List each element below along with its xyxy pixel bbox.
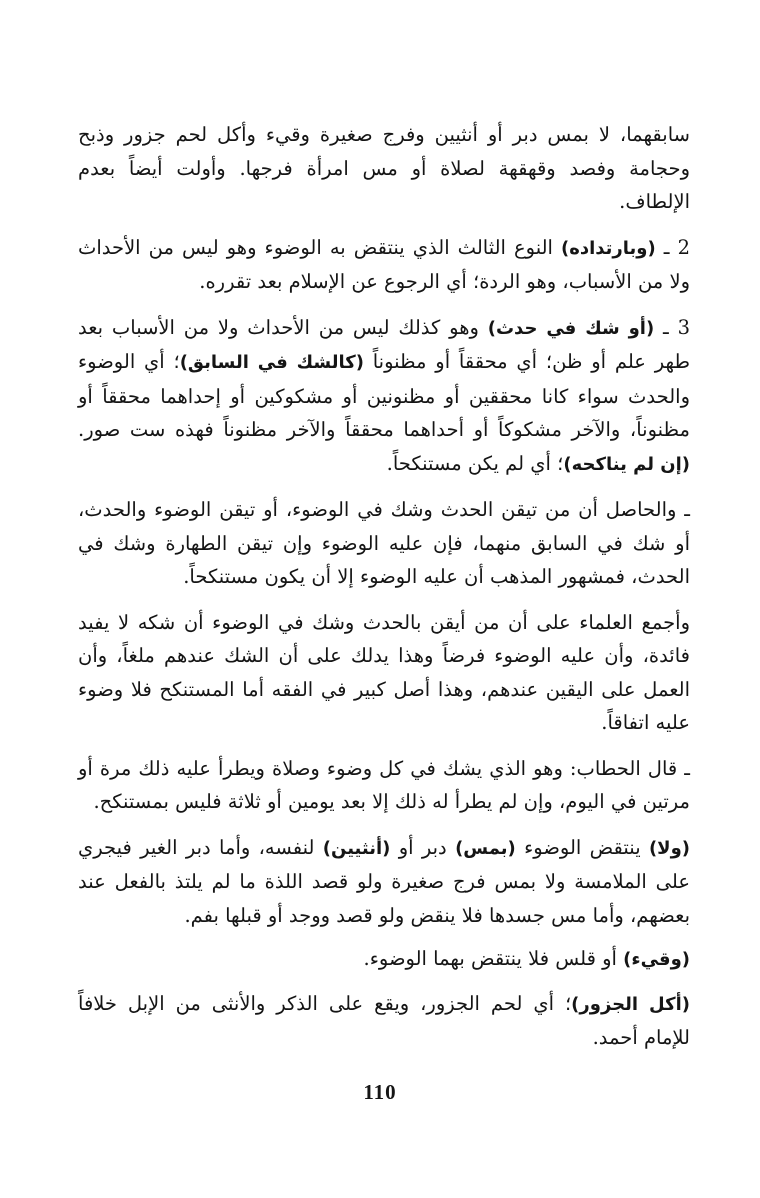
text-segment: ؛ أي الوضوء والحدث سواء كانا محققين أو مظنونين أو مشكوكين أو إحداهما محققاً أو مظنوناً، والآخر مشكوكاً أو أحداهما محققاً والآخر مظنوناً فهذه ست صور.	[78, 350, 690, 441]
keyword-bold: (أو شك في حدث)	[487, 317, 655, 339]
text-segment: لنفسه، وأما دبر الغير فيجري على الملامسة ولا بمس فرج صغيرة ولو قصد اللذة ما لم يلتذ بالفعل عند بعضهم، وأما مس جسدها فلا ينقض ولو قصد ووجد أو قبلها بفم.	[78, 835, 690, 927]
paragraph-9	[78, 987, 690, 1055]
text-segment: ؛ أي لم يكن مستنكحاً.	[386, 451, 564, 475]
keyword-bold: (أكل الجزور)	[571, 993, 690, 1015]
page-number: 110	[363, 1080, 397, 1104]
keyword-bold: (بمس)	[455, 837, 516, 859]
text-segment: ـ قال الحطاب: وهو الذي يشك في كل وضوء وصلاة ويطرأ عليه ذلك مرة أو مرتين في اليوم، وإن لم يطرأ له ذلك إلا بعد يومين أو ثلاثة فليس بمستنكح.	[78, 756, 690, 813]
paragraph-6	[78, 752, 690, 819]
text-segment: وأجمع العلماء على أن من أيقن بالحدث وشك في الوضوء أن شكه لا يفيد فائدة، وأن عليه الوضوء فرضاً وهذا يدلك على أن الشك عندهم ملغاً، وأن العمل على اليقين عندهم، وهذا أصل كبير في الفقه أما المستنكح فلا وضوء عليه اتفاقاً.	[78, 610, 690, 734]
text-segment: ؛ أي لحم الجزور، ويقع على الذكر والأنثى من الإبل خلافاً للإمام أحمد.	[78, 991, 690, 1049]
keyword-bold: (ولا)	[648, 837, 690, 859]
text-segment: 2 ـ	[655, 235, 690, 259]
page-body	[78, 118, 690, 1067]
paragraph-1	[78, 118, 690, 219]
paragraph-7	[78, 831, 690, 933]
text-segment: سابقهما، لا بمس دبر أو أنثيين وفرج صغيرة وقيء وأكل لحم جزور وذبح وحجامة وفصد وقهقهة لصلاة أو مس امرأة فرجها. وأولت أيضاً بعدم الإلطاف.	[78, 123, 690, 213]
keyword-bold: (كالشك في السابق)	[179, 352, 364, 373]
keyword-bold: (وبارتداده)	[561, 237, 656, 259]
text-segment: دبر أو	[390, 835, 456, 859]
text-segment: 3 ـ	[654, 315, 690, 339]
paragraph-8	[78, 942, 690, 977]
text-segment: النوع الثالث الذي ينتقض به الوضوء وهو ليس من الأحداث ولا من الأسباب، وهو الردة؛ أي الرجوع عن الإسلام بعد تقرره.	[78, 235, 690, 293]
keyword-bold: (أنثيين)	[322, 837, 391, 859]
text-segment: أو قلس فلا ينتقض بهما الوضوء.	[363, 947, 624, 970]
keyword-bold: (إن لم يناكحه)	[563, 453, 690, 475]
paragraph-4	[78, 493, 690, 594]
text-segment: ينتقض الوضوء	[515, 835, 649, 859]
paragraph-3	[78, 311, 690, 482]
text-segment: ـ والحاصل أن من تيقن الحدث وشك في الوضوء، أو تيقن الوضوء والحدث، أو شك في السابق منهما، فإن عليه الوضوء وإن تيقن الطهارة وشك في الحدث، فمشهور المذهب أن عليه الوضوء إلا أن يكون مستنكحاً.	[78, 498, 690, 588]
paragraph-2	[78, 231, 690, 299]
text-segment: وهو كذلك ليس من الأحداث ولا من الأسباب بعد طهر علم أو ظن؛ أي محققاً أو مظنوناً	[78, 315, 690, 373]
paragraph-5	[78, 606, 690, 740]
keyword-bold: (وقيء)	[623, 949, 690, 970]
